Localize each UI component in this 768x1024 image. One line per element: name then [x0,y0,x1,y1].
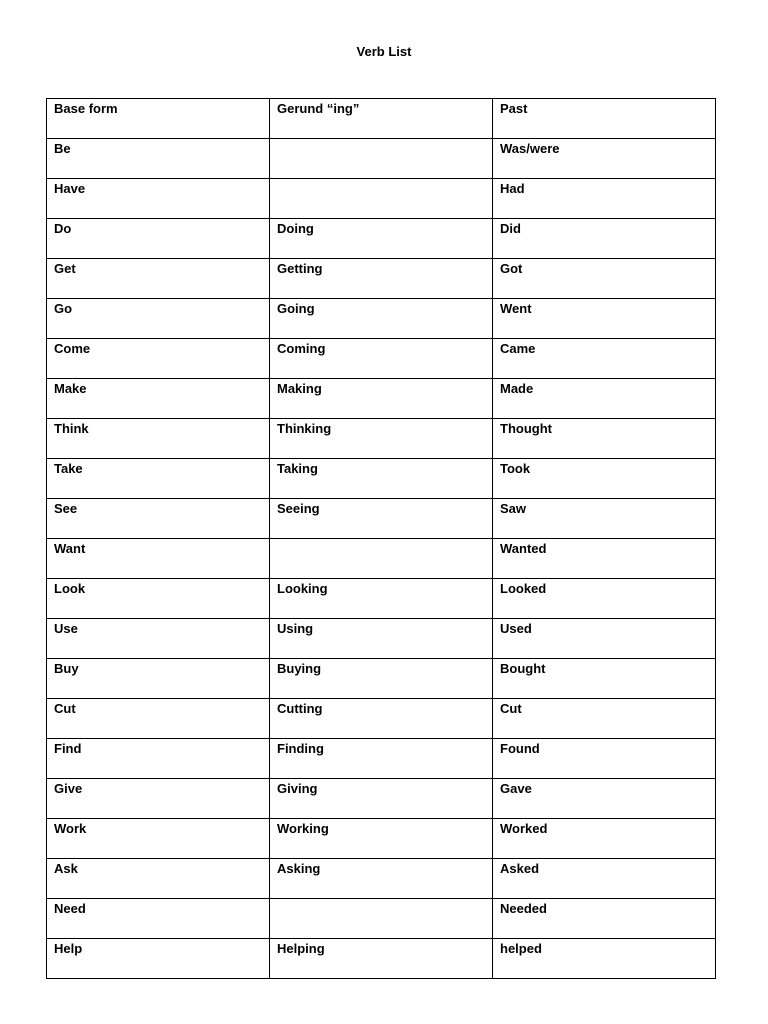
table-row [47,699,716,739]
cell-gerund: Giving [270,779,493,819]
table-row [47,899,716,939]
cell-gerund: Cutting [270,699,493,739]
cell-past: Used [493,619,716,659]
cell-base-form: Work [47,819,270,859]
cell-base-form: Ask [47,859,270,899]
cell-past: Came [493,339,716,379]
table-row [47,539,716,579]
cell-base-form: Think [47,419,270,459]
cell-gerund: Getting [270,259,493,299]
table-row [47,379,716,419]
cell-base-form: Have [47,179,270,219]
cell-past: Took [493,459,716,499]
cell-past: Wanted [493,539,716,579]
cell-past: Saw [493,499,716,539]
cell-gerund: Asking [270,859,493,899]
cell-past: Worked [493,819,716,859]
cell-base-form: See [47,499,270,539]
cell-past: Was/were [493,139,716,179]
table-row [47,819,716,859]
cell-base-form: Look [47,579,270,619]
table-row [47,459,716,499]
cell-past: Had [493,179,716,219]
table-row [47,499,716,539]
header-past: Past [493,99,716,139]
cell-base-form: Help [47,939,270,979]
header-gerund: Gerund “ing” [270,99,493,139]
cell-base-form: Go [47,299,270,339]
cell-base-form: Be [47,139,270,179]
cell-base-form: Do [47,219,270,259]
cell-past: Gave [493,779,716,819]
cell-gerund: Finding [270,739,493,779]
cell-gerund: Buying [270,659,493,699]
cell-gerund: Looking [270,579,493,619]
cell-base-form: Find [47,739,270,779]
cell-past: Asked [493,859,716,899]
cell-past: Found [493,739,716,779]
table-header-row [47,99,716,139]
table-row [47,579,716,619]
table-row [47,939,716,979]
table-row [47,219,716,259]
table-row [47,339,716,379]
header-base-form: Base form [47,99,270,139]
cell-base-form: Buy [47,659,270,699]
table-row [47,259,716,299]
cell-gerund [270,899,493,939]
cell-base-form: Want [47,539,270,579]
cell-past: Needed [493,899,716,939]
cell-past: Went [493,299,716,339]
table-row [47,659,716,699]
cell-past: Looked [493,579,716,619]
table-row [47,619,716,659]
table-row [47,179,716,219]
cell-base-form: Use [47,619,270,659]
cell-base-form: Cut [47,699,270,739]
cell-gerund: Using [270,619,493,659]
cell-gerund: Coming [270,339,493,379]
cell-past: helped [493,939,716,979]
cell-base-form: Need [47,899,270,939]
verb-table-body [47,99,716,979]
cell-gerund: Helping [270,939,493,979]
cell-past: Did [493,219,716,259]
cell-past: Thought [493,419,716,459]
cell-base-form: Take [47,459,270,499]
cell-gerund: Making [270,379,493,419]
cell-gerund: Going [270,299,493,339]
table-row [47,139,716,179]
cell-gerund [270,539,493,579]
cell-gerund: Working [270,819,493,859]
table-row [47,739,716,779]
cell-gerund: Thinking [270,419,493,459]
cell-gerund: Seeing [270,499,493,539]
cell-past: Bought [493,659,716,699]
cell-gerund: Taking [270,459,493,499]
page-title: Verb List [356,44,412,59]
table-row [47,859,716,899]
table-row [47,779,716,819]
cell-gerund [270,139,493,179]
cell-past: Got [493,259,716,299]
table-row [47,299,716,339]
cell-gerund [270,179,493,219]
verb-table [46,98,716,979]
cell-base-form: Get [47,259,270,299]
cell-base-form: Make [47,379,270,419]
table-row [47,419,716,459]
cell-past: Made [493,379,716,419]
cell-past: Cut [493,699,716,739]
cell-base-form: Give [47,779,270,819]
cell-base-form: Come [47,339,270,379]
cell-gerund: Doing [270,219,493,259]
